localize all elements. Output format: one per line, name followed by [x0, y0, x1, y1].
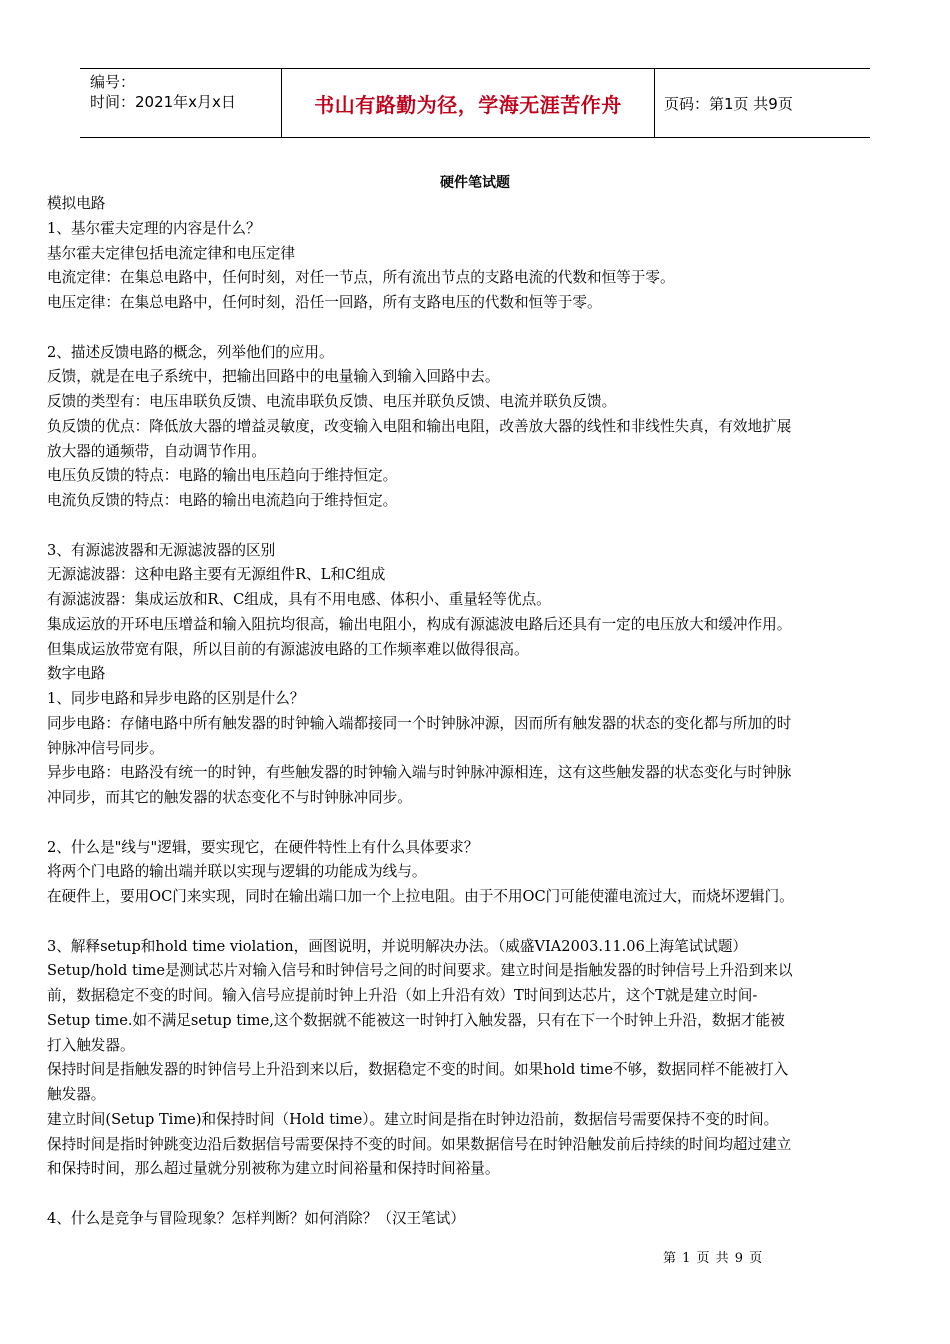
document-title: 硬件笔试题 — [440, 175, 510, 191]
body-line: 集成运放的开环电压增益和输入阻抗均很高，输出电阻小，构成有源滤波电路后还具有一定的电压放大和缓冲作用。 — [47, 615, 792, 633]
body-line: 模拟电路 — [47, 195, 106, 212]
body-line: 1、基尔霍夫定理的内容是什么？ — [47, 219, 261, 237]
body-line: 3、解释setup和hold time violation，画图说明，并说明解决办法。（威盛VIA2003.11.06上海笔试试题） — [47, 937, 748, 955]
body-line: 基尔霍夫定律包括电流定律和电压定律 — [47, 244, 296, 262]
body-line: 1、同步电路和异步电路的区别是什么？ — [47, 690, 305, 707]
body-line: 电压负反馈的特点：电路的输出电压趋向于维持恒定。 — [47, 467, 398, 485]
body-line: 有源滤波器：集成运放和R、C组成，具有不用电感、体积小、重量轻等优点。 — [47, 591, 551, 608]
body-line: 保持时间是指时钟跳变边沿后数据信号需要保持不变的时间。如果数据信号在时钟沿触发前后持续的时间均超过建立 — [47, 1135, 792, 1153]
body-line: 异步电路：电路没有统一的时钟，有些触发器的时钟输入端与时钟脉冲源相连，这有这些触发器的状态变化与时钟脉 — [47, 764, 792, 782]
body-line: 负反馈的优点：降低放大器的增益灵敏度，改变输入电阻和输出电阻，改善放大器的线性和非线性失真，有效地扩展 — [47, 417, 792, 435]
body-line: 前，数据稳定不变的时间。输入信号应提前时钟上升沿（如上升沿有效）T时间到达芯片，这个T就是建立时间- — [47, 987, 758, 1004]
header-motto: 书山有路勤为径，学海无涯苦作舟 — [282, 69, 655, 137]
blank-line — [47, 811, 907, 836]
body-line: 同步电路：存储电路中所有触发器的时钟输入端都接同一个时钟脉冲源，因而所有触发器的状态的变化都与所加的时 — [47, 714, 792, 732]
body-line: 在硬件上，要用OC门来实现，同时在输出端口加一个上拉电阻。由于不用OC门可能使灌电流过大，而烧坏逻辑门。 — [47, 888, 794, 905]
body-line: 和保持时间，那么超过量就分别被称为建立时间裕量和保持时间裕量。 — [47, 1160, 500, 1178]
body-line: 触发器。 — [47, 1086, 106, 1103]
body-line: 但集成运放带宽有限，所以目前的有源滤波电路的工作频率难以做得很高。 — [47, 640, 529, 658]
body-line: 反馈的类型有：电压串联负反馈、电流串联负反馈、电压并联负反馈、电流并联负反馈。 — [47, 393, 617, 410]
body-line: 2、描述反馈电路的概念，列举他们的应用。 — [47, 343, 334, 361]
body-line: 电流负反馈的特点：电路的输出电流趋向于维持恒定。 — [47, 492, 398, 509]
blank-line — [47, 1182, 907, 1207]
body-line: Setup time.如不满足setup time,这个数据就不能被这一时钟打入触发器，只有在下一个时钟上升沿，数据才能被 — [47, 1011, 785, 1029]
body-line: 3、有源滤波器和无源滤波器的区别 — [47, 541, 276, 559]
document-number: 编号： — [90, 73, 136, 91]
body-line: 无源滤波器：这种电路主要有无源组件R、L和C组成 — [47, 566, 386, 584]
header-page-info: 页码：第1页 共9页 — [664, 94, 793, 113]
body-line: 2、什么是"线与"逻辑，要实现它，在硬件特性上有什么具体要求？ — [47, 838, 479, 856]
document-date: 时间：2021年x月x日 — [90, 93, 236, 111]
body-line: 保持时间是指触发器的时钟信号上升沿到来以后，数据稳定不变的时间。如果hold time不够，数据同样不能被打入 — [47, 1061, 789, 1079]
body-line: 打入触发器。 — [47, 1036, 135, 1054]
blank-line — [47, 910, 907, 935]
blank-line — [47, 316, 907, 341]
blank-line — [47, 514, 907, 539]
body-line: 建立时间(Setup Time)和保持时间（Hold time）。建立时间是指在时钟边沿前，数据信号需要保持不变的时间。 — [47, 1110, 779, 1128]
page-header — [80, 68, 870, 138]
body-line: 反馈，就是在电子系统中，把输出回路中的电量输入到输入回路中去。 — [47, 368, 500, 386]
body-line: 钟脉冲信号同步。 — [47, 739, 164, 757]
body-line: 电流定律：在集总电路中，任何时刻，对任一节点，所有流出节点的支路电流的代数和恒等于零。 — [47, 269, 675, 287]
body-line: Setup/hold time是测试芯片对输入信号和时钟信号之间的时间要求。建立时间是指触发器的时钟信号上升沿到来以 — [47, 962, 793, 980]
body-line: 数字电路 — [47, 665, 106, 683]
body-line: 放大器的通频带，自动调节作用。 — [47, 442, 266, 460]
body-line: 冲同步，而其它的触发器的状态变化不与时钟脉冲同步。 — [47, 789, 412, 806]
header-meta — [80, 69, 282, 137]
page-footer: 第 1 页 共 9 页 — [663, 1251, 764, 1266]
body-line: 电压定律：在集总电路中，任何时刻，沿任一回路，所有支路电压的代数和恒等于零。 — [47, 294, 602, 311]
body-line: 4、什么是竞争与冒险现象？怎样判断？如何消除？（汉王笔试） — [47, 1209, 465, 1227]
document-body — [47, 192, 907, 1232]
body-line: 将两个门电路的输出端并联以实现与逻辑的功能成为线与。 — [47, 863, 427, 881]
